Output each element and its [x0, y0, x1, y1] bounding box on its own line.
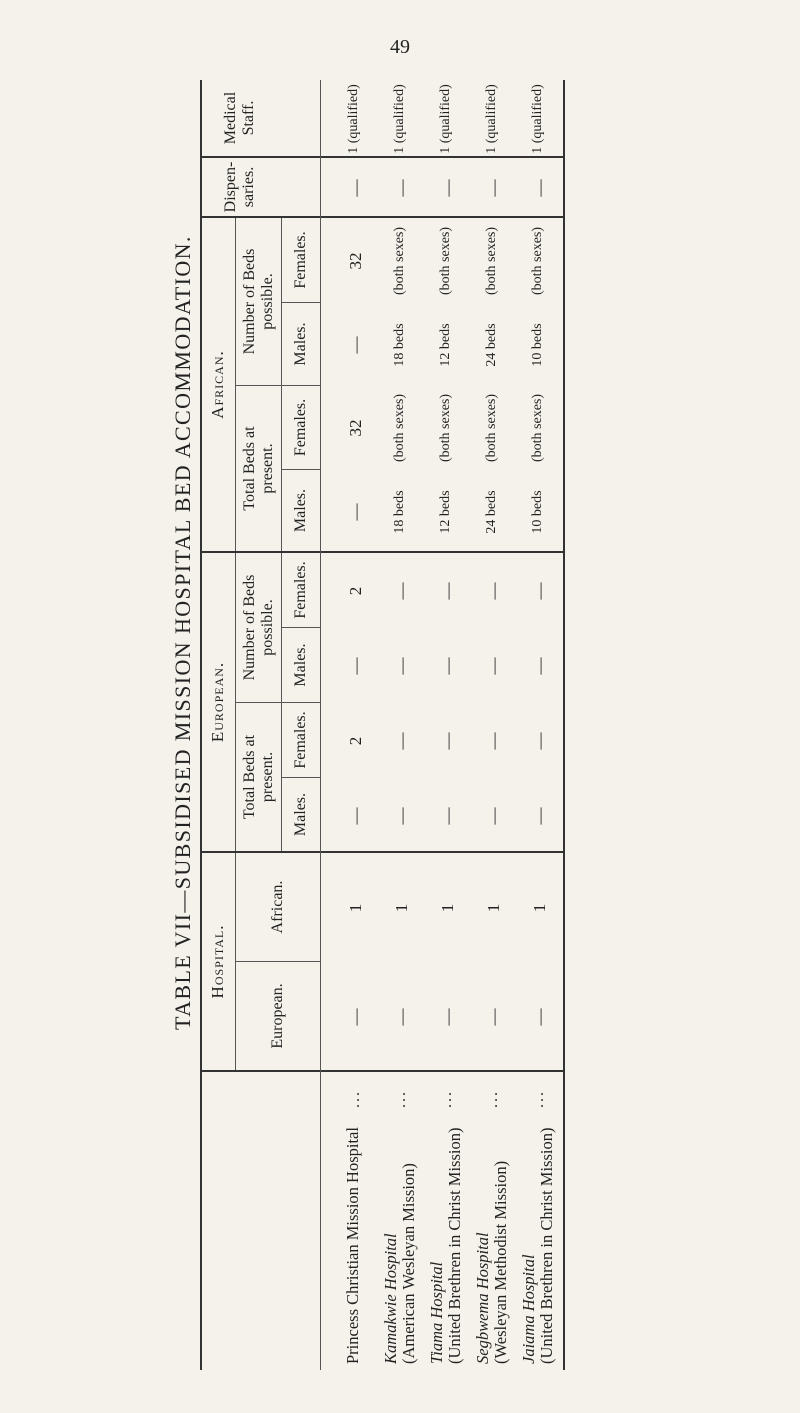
header-european: European.	[200, 553, 236, 853]
cell-afr-tot-f: (both sexes)	[530, 393, 545, 463]
page-number: 49	[390, 36, 410, 58]
cell-hosp-afr: 1	[346, 903, 365, 913]
cell-eur-pos-f: —	[392, 582, 411, 600]
cell-afr-pos-f: (both sexes)	[484, 226, 499, 296]
cell-afr-tot-m: —	[346, 503, 365, 521]
cell-eur-tot-m: —	[392, 807, 411, 825]
cell-afr-tot-f: (both sexes)	[438, 393, 453, 463]
cell-staff: 1 (qualified)	[530, 84, 545, 154]
cell-hosp-eur: —	[438, 1008, 457, 1026]
cell-eur-tot-f: —	[392, 732, 411, 750]
cell-afr-tot-f: 32	[346, 419, 365, 437]
cell-hosp-eur: —	[484, 1008, 503, 1026]
cell-dispensaries: —	[530, 179, 549, 197]
cell-dispensaries: —	[392, 179, 411, 197]
cell-afr-tot-f: (both sexes)	[484, 393, 499, 463]
hospital-name: Segbwema Hospital	[473, 1232, 492, 1364]
header-medical-staff: Medical Staff.	[200, 80, 280, 158]
cell-eur-tot-f: 2	[346, 736, 365, 746]
cell-dispensaries: —	[346, 179, 365, 197]
col-eur-total-males: Males.	[282, 778, 320, 853]
subheader-african-total: Total Beds at present.	[236, 386, 282, 553]
header-hospital: Hospital.	[200, 853, 236, 1072]
cell-eur-tot-m: —	[438, 807, 457, 825]
cell-afr-pos-f: (both sexes)	[438, 226, 453, 296]
cell-eur-pos-m: —	[346, 657, 365, 675]
cell-eur-pos-f: 2	[346, 586, 365, 596]
bed-accommodation-table	[200, 80, 565, 1370]
cell-afr-tot-m: 24 beds	[484, 490, 499, 534]
subheader-european-total: Total Beds at present.	[236, 703, 282, 853]
institution-name	[344, 1064, 362, 1364]
subheader-african-possible: Number of Beds possible.	[236, 218, 282, 386]
leader-dots: ...	[346, 1090, 363, 1108]
cell-hosp-afr: 1	[530, 903, 549, 913]
institution-name	[428, 1064, 464, 1364]
cell-staff: 1 (qualified)	[346, 84, 361, 154]
cell-hosp-afr: 1	[484, 903, 503, 913]
table-title-text: TABLE VII—SUBSIDISED MISSION HOSPITAL BED ACCOMMODATION.	[170, 235, 195, 1030]
cell-eur-tot-f: —	[484, 732, 503, 750]
mission-name: (American Wesleyan Mission)	[399, 1163, 418, 1364]
cell-hosp-eur: —	[346, 1008, 365, 1026]
institution-name	[474, 1064, 510, 1364]
cell-eur-pos-f: —	[530, 582, 549, 600]
cell-afr-tot-m: 18 beds	[392, 490, 407, 534]
leader-dots: ...	[438, 1090, 455, 1108]
col-afr-total-males: Males.	[282, 470, 320, 553]
cell-hosp-eur: —	[530, 1008, 549, 1026]
col-eur-possible-females: Females.	[282, 553, 320, 628]
cell-afr-pos-f: 32	[346, 252, 365, 270]
cell-staff: 1 (qualified)	[484, 84, 499, 154]
cell-eur-tot-m: —	[530, 807, 549, 825]
col-afr-possible-males: Males.	[282, 303, 320, 386]
cell-eur-pos-m: —	[484, 657, 503, 675]
cell-staff: 1 (qualified)	[438, 84, 453, 154]
cell-eur-tot-m: —	[484, 807, 503, 825]
cell-eur-tot-f: —	[438, 732, 457, 750]
header-dispensaries: Dispen-saries.	[200, 158, 280, 218]
mission-name: (United Brethren in Christ Mission)	[537, 1127, 556, 1364]
cell-eur-pos-f: —	[484, 582, 503, 600]
cell-eur-pos-m: —	[530, 657, 549, 675]
mission-name: (Wesleyan Methodist Mission)	[491, 1160, 510, 1364]
cell-afr-pos-f: (both sexes)	[530, 226, 545, 296]
header-african: African.	[200, 218, 236, 553]
cell-eur-pos-m: —	[438, 657, 457, 675]
leader-dots: ...	[484, 1090, 501, 1108]
subheader-european-possible: Number of Beds possible.	[236, 553, 282, 703]
cell-afr-pos-m: 24 beds	[484, 323, 499, 367]
leader-dots: ...	[392, 1090, 409, 1108]
cell-eur-pos-f: —	[438, 582, 457, 600]
cell-afr-tot-f: (both sexes)	[392, 393, 407, 463]
subheader-hospital-european: European.	[236, 962, 320, 1072]
cell-hosp-eur: —	[392, 1008, 411, 1026]
col-afr-possible-females: Females.	[282, 218, 320, 303]
institution-name	[382, 1064, 418, 1364]
cell-afr-pos-m: 12 beds	[438, 323, 453, 367]
cell-dispensaries: —	[438, 179, 457, 197]
institution-name	[520, 1064, 556, 1364]
hospital-name: Princess Christian Mission Hospital	[343, 1127, 362, 1364]
cell-hosp-afr: 1	[438, 903, 457, 913]
cell-afr-pos-m: 18 beds	[392, 323, 407, 367]
hospital-name: Tiama Hospital	[427, 1261, 446, 1364]
cell-eur-tot-f: —	[530, 732, 549, 750]
cell-afr-pos-m: 10 beds	[530, 323, 545, 367]
cell-staff: 1 (qualified)	[392, 84, 407, 154]
subheader-hospital-african: African.	[236, 853, 320, 962]
hospital-name: Jaiama Hospital	[519, 1254, 538, 1364]
cell-eur-pos-m: —	[392, 657, 411, 675]
mission-name: (United Brethren in Christ Mission)	[445, 1127, 464, 1364]
col-eur-total-females: Females.	[282, 703, 320, 778]
cell-afr-tot-m: 10 beds	[530, 490, 545, 534]
cell-dispensaries: —	[484, 179, 503, 197]
col-eur-possible-males: Males.	[282, 628, 320, 703]
cell-afr-tot-m: 12 beds	[438, 490, 453, 534]
cell-afr-pos-m: —	[346, 336, 365, 354]
cell-hosp-afr: 1	[392, 903, 411, 913]
cell-eur-tot-m: —	[346, 807, 365, 825]
leader-dots: ...	[530, 1090, 547, 1108]
cell-afr-pos-f: (both sexes)	[392, 226, 407, 296]
hospital-name: Kamakwie Hospital	[381, 1233, 400, 1364]
col-afr-total-females: Females.	[282, 386, 320, 470]
